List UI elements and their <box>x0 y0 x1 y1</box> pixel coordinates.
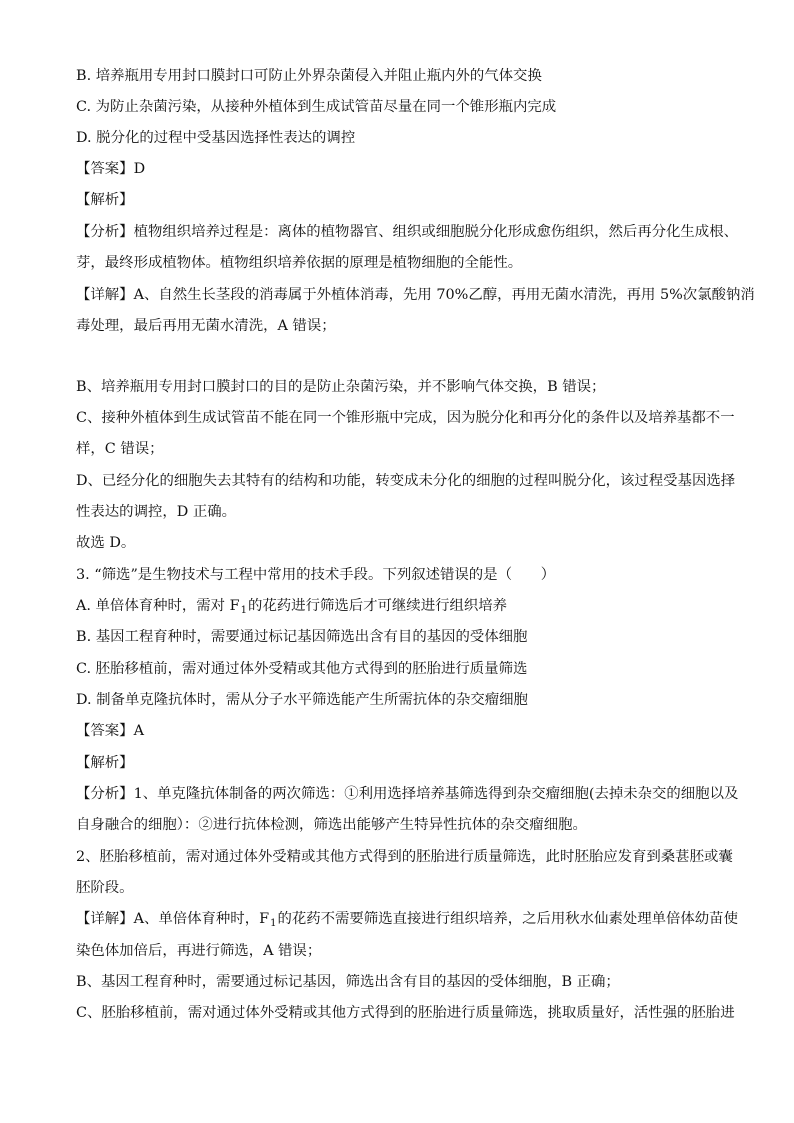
detail-a-start: 【详解】A、单倍体育种时，F <box>76 911 270 927</box>
detail-text: C、胚胎移植前，需对通过体外受精或其他方式得到的胚胎进行质量筛选，挑取质量好，活性强的胚胎进 <box>76 1005 735 1021</box>
analysis-text: 2、胚胎移植前，需对通过体外受精或其他方式得到的胚胎进行质量筛选，此时胚胎应发育到桑葚胚或囊 <box>76 849 733 865</box>
q3-option-a <box>76 596 726 618</box>
analysis-text: 【分析】1、单克隆抗体制备的两次筛选：①利用选择培养基筛选得到杂交瘤细胞(去掉未杂交的细胞以及 <box>76 786 739 802</box>
option-c-line: C. 为防止杂菌污染，从接种外植体到生成试管苗尽量在同一个锥形瓶内完成 <box>76 99 557 115</box>
detail-text: D、已经分化的细胞失去其特有的结构和功能，转变成未分化的细胞的过程叫脱分化，该过程受基因选择 <box>76 473 736 489</box>
detail-text: 染色体加倍后，再进行筛选，A 错误； <box>76 943 322 959</box>
analysis-heading: 【解析】 <box>76 755 134 771</box>
analysis-text: 胚阶段。 <box>76 880 134 896</box>
detail-text: B、培养瓶用专用封口膜封口的目的是防止杂菌污染，并不影响气体交换，B 错误； <box>76 379 606 395</box>
detail-text: 毒处理，最后再用无菌水清洗，A 错误； <box>76 318 336 334</box>
detail-text: 性表达的调控，D 正确。 <box>76 504 237 520</box>
analysis-text: 自身融合的细胞）：②进行抗体检测，筛选出能够产生特异性抗体的杂交瘤细胞。 <box>76 817 587 833</box>
detail-text: 样，C 错误； <box>76 441 164 457</box>
option-d-line: D. 脱分化的过程中受基因选择性表达的调控 <box>76 130 356 146</box>
q3-option-b: B. 基因工程育种时，需要通过标记基因筛选出含有目的基因的受体细胞 <box>76 629 528 645</box>
option-b-line: B. 培养瓶用专用封口膜封口可防止外界杂菌侵入并阻止瓶内外的气体交换 <box>76 68 542 84</box>
detail-text: C、接种外植体到生成试管苗不能在同一个锥形瓶中完成，因为脱分化和再分化的条件以及培养基都不一 <box>76 410 735 426</box>
analysis-text: 芽，最终形成植物体。植物组织培养依据的原理是植物细胞的全能性。 <box>76 255 523 271</box>
q3-option-c: C. 胚胎移植前，需对通过体外受精或其他方式得到的胚胎进行质量筛选 <box>76 661 528 677</box>
detail-text <box>76 909 738 931</box>
detail-text: 【详解】A、自然生长茎段的消毒属于外植体消毒，先用 70%乙醇，再用无菌水清洗，再用 5%次氯酸钠消 <box>76 287 755 303</box>
subscript: 1 <box>270 918 277 929</box>
q3-option-d: D. 制备单克隆抗体时，需从分子水平筛选能产生所需抗体的杂交瘤细胞 <box>76 692 528 708</box>
detail-text: B、基因工程育种时，需要通过标记基因，筛选出含有目的基因的受体细胞，B 正确； <box>76 974 620 990</box>
question-3-stem: 3. “筛选”是生物技术与工程中常用的技术手段。下列叙述错误的是（ ） <box>76 567 556 583</box>
analysis-text: 【分析】植物组织培养过程是：离体的植物器官、组织或细胞脱分化形成愈伤组织，然后再分化生成根、 <box>76 224 738 240</box>
detail-a-end: 的花药不需要筛选直接进行组织培养，之后用秋水仙素处理单倍体幼苗使 <box>277 911 738 927</box>
q3-option-a-end: 的花药进行筛选后才可继续进行组织培养 <box>248 598 508 614</box>
analysis-heading: 【解析】 <box>76 192 134 208</box>
answer-line: 【答案】A <box>76 723 144 739</box>
answer-line: 【答案】D <box>76 161 146 177</box>
subscript: 1 <box>240 605 247 616</box>
q3-option-a-start: A. 单倍体育种时，需对 F <box>76 598 240 614</box>
conclusion-line: 故选 D。 <box>76 535 136 551</box>
